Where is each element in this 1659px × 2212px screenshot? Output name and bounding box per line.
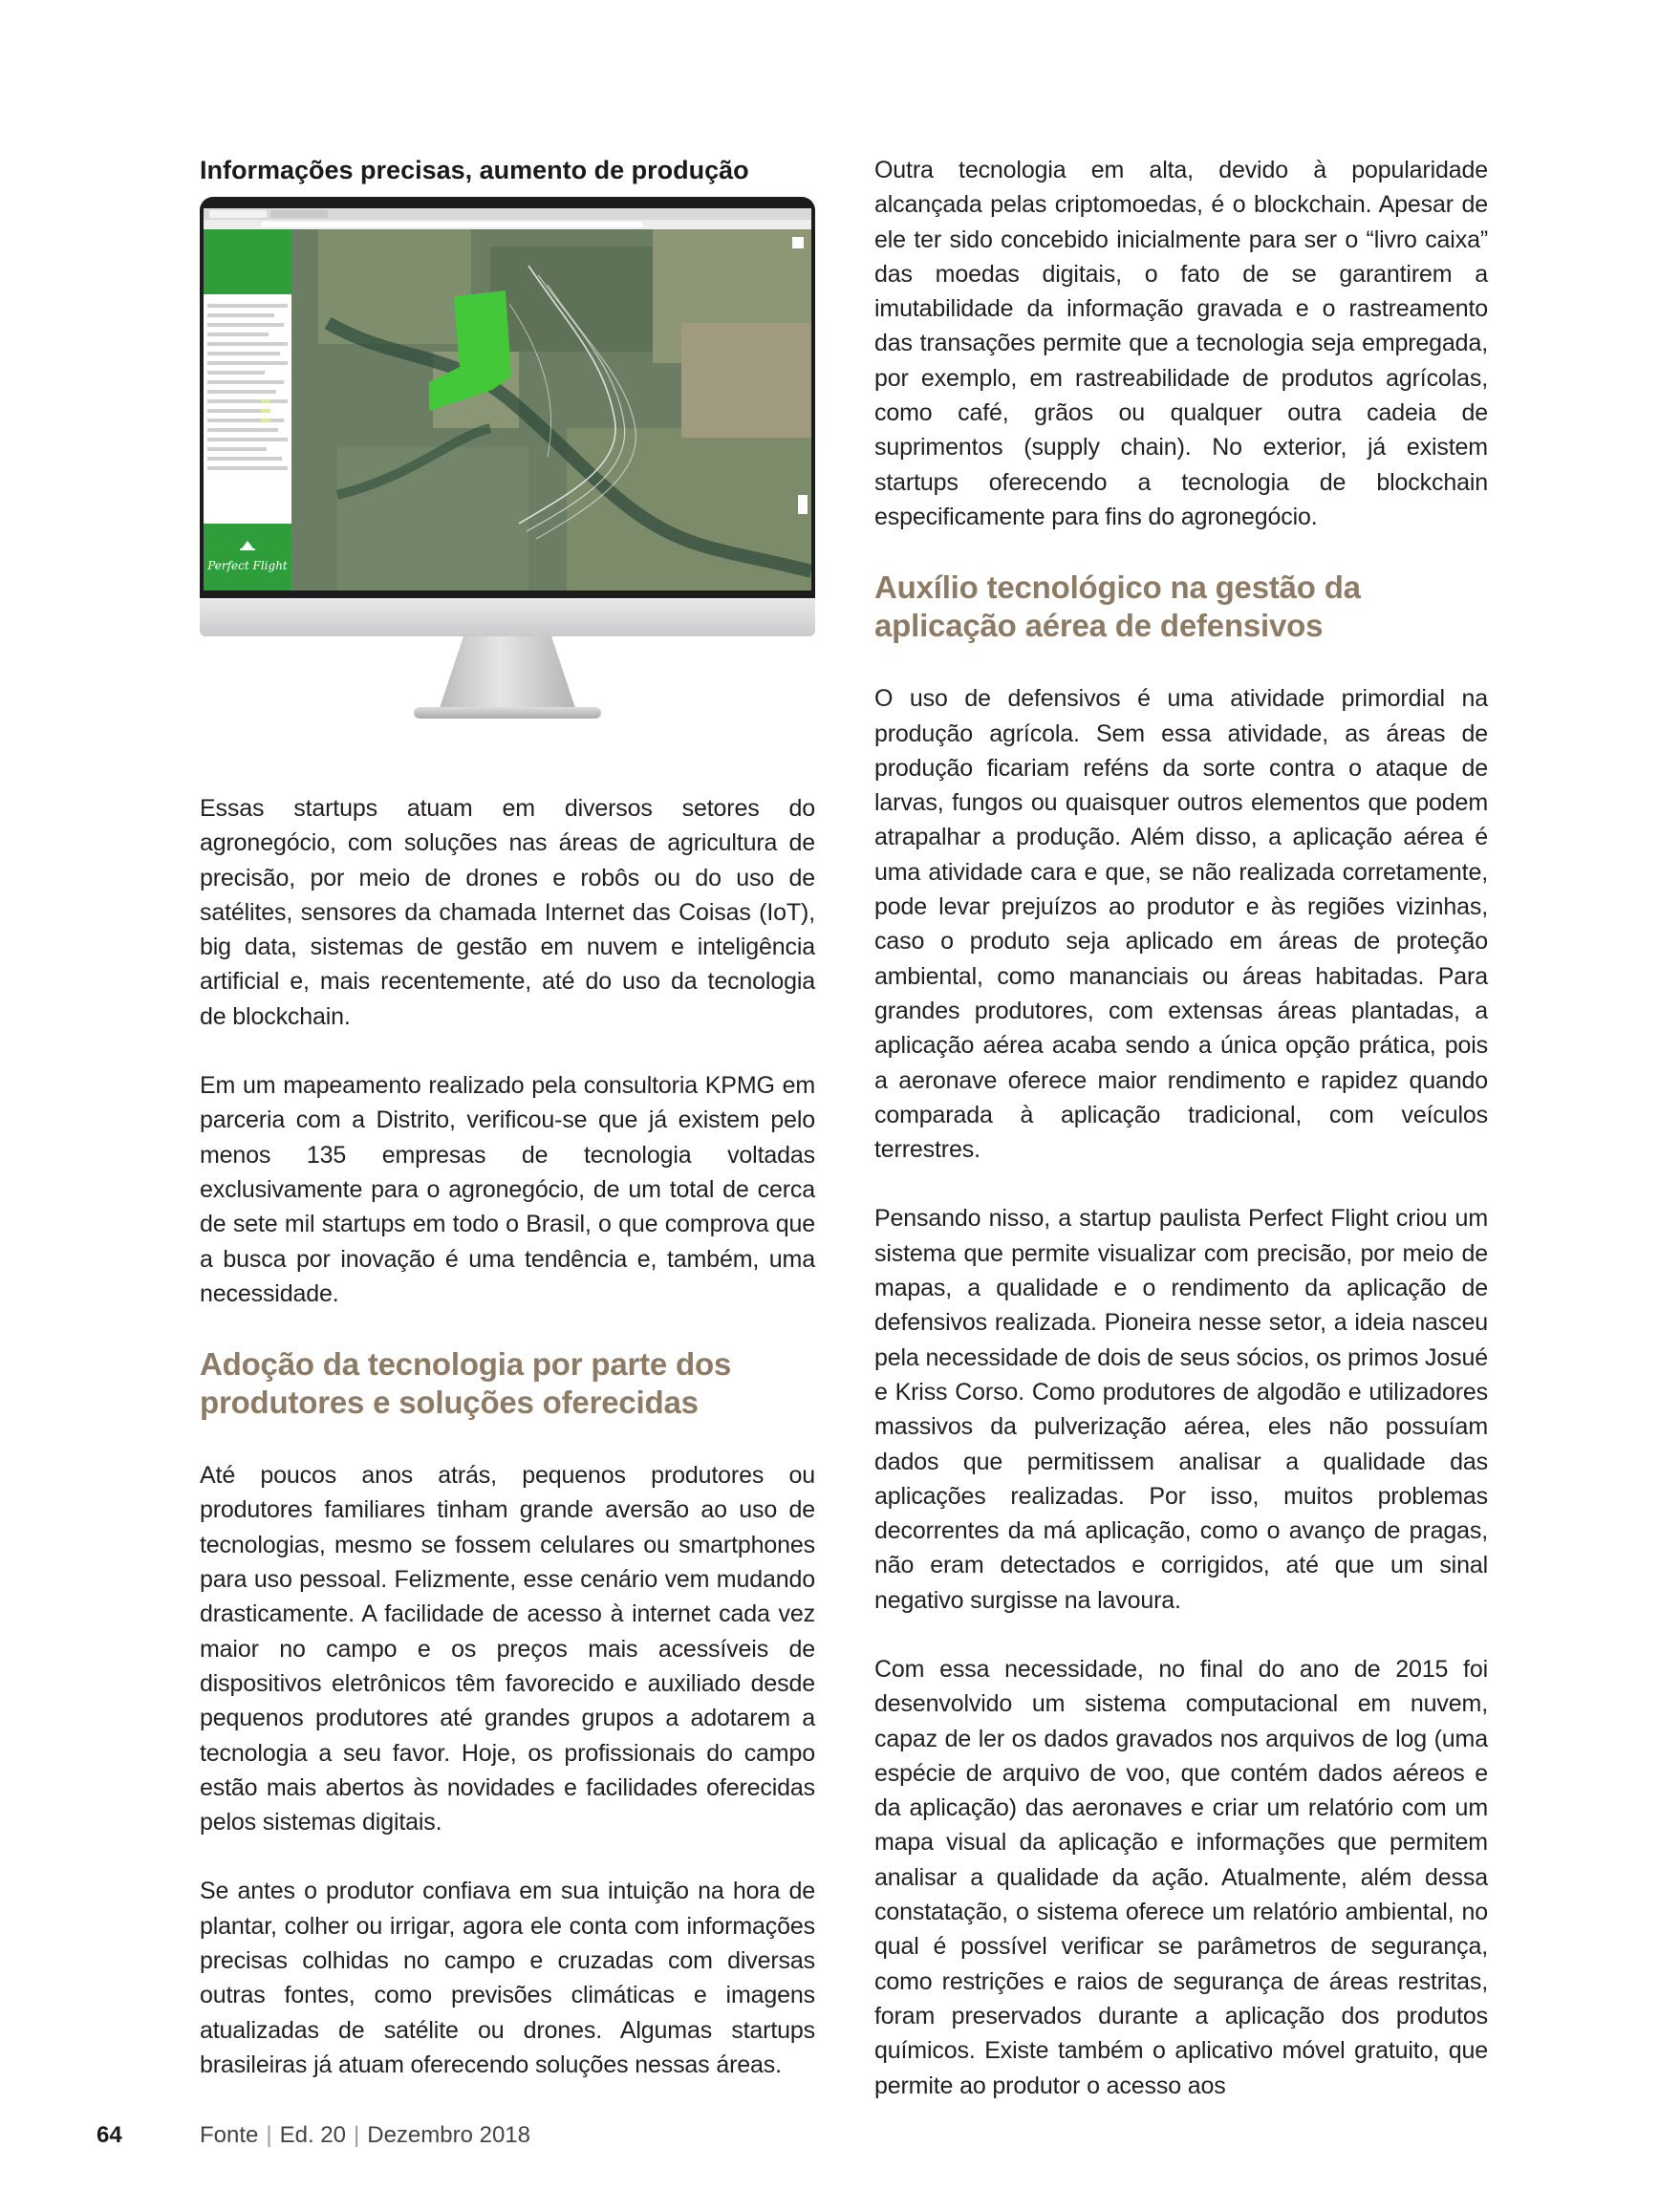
section-heading: Auxílio tecnológico na gestão da aplicação aérea de defensivos [874,569,1361,644]
issue-date: Dezembro 2018 [367,2122,530,2148]
paragraph: Até poucos anos atrás, pequenos produtores ou produtores familiares tinham grande aversão ao uso de tecnologias, mesmo se fossem celulares ou smartphones para uso pessoal. Felizmente, esse cenário vem mudando drasticamente. A facilidade de acesso à internet cada vez maior no campo e os preços mais acessíveis de dispositivos eletrônicos têm favorecido e auxiliado desde pequenos produtores até grandes grupos a adotarem a tecnologia a seu favor. Hoje, os profissionais do campo estão mais abertos às novidades e facilidades oferecidas pelos sistemas digitais. [200,1462,815,1836]
monitor-illustration [200,197,815,732]
monitor-chin [200,598,815,636]
paragraph: Com essa necessidade, no final do ano de 2015 foi desenvolvido um sistema computacional em nuvem, capaz de ler os dados gravados nos arquivos de log (uma espécie de arquivo de voo, que contém dados aéreos e da aplicação) das aeronaves e criar um relatório com um mapa visual da aplicação e informações que permitem analisar a qualidade da ação. Atualmente, além dessa constatação, o sistema oferece um relatório ambiental, no qual é possível verificar se parâmetros de segurança, como restrições e raios de segurança de áreas restritas, foram preservados durante a aplicação dos produtos químicos. Existe também o aplicativo móvel gratuito, que permite ao produtor o acesso aos [874,1655,1488,2099]
brand-logo-text: Perfect Flight [207,559,288,572]
paragraph: O uso de defensivos é uma atividade primordial na produção agrícola. Sem essa atividade, as áreas de produção ficariam reféns da sorte contra o ataque de larvas, fungos ou quaisquer outros elementos que podem atrapalhar a produção. Além disso, a aplicação aérea é uma atividade cara e que, se não realizada corretamente, pode levar prejuízos ao produtor e às regiões vizinhas, caso o produto seja aplicado em áreas de proteção ambiental, como mananciais ou áreas habitadas. Para grandes produtores, com extensas áreas plantadas, a aplicação aérea acaba sendo a única opção prática, pois a aeronave oferece maior rendimento e rapidez quando comparada à aplicação tradicional, com veículos terrestres. [874,685,1488,1164]
paragraph: Em um mapeamento realizado pela consultoria KPMG em parceria com a Distrito, verificou-se que já existem pelo menos 135 empresas de tecnologia voltadas exclusivamente para o agronegócio, de um total de cerca de sete mil startups em todo o Brasil, o que comprova que a busca por inovação é uma tendência e, também, uma necessidade. [200,1072,815,1307]
paragraph: Outra tecnologia em alta, devido à popularidade alcançada pelas criptomoedas, é o blockchain. Apesar de ele ter sido concebido inicialmente para ser o “livro caixa” das moedas digitais, o fato de se garantirem a imutabilidade da informação gravada e o rastreamento das transações permite que a tecnologia seja empregada, por exemplo, em rastreabilidade de produtos agrícolas, como café, grãos ou qualquer outra cadeia de suprimentos (supply chain). No exterior, já existem startups oferecendo a tecnologia de blockchain especificamente para fins do agronegócio. [874,157,1488,530]
separator: | [266,2122,272,2148]
paragraph: Essas startups atuam em diversos setores do agronegócio, com soluções nas áreas de agricultura de precisão, por meio de drones e robôs ou do uso de satélites, sensores da chamada Internet das Coisas (IoT), big data, sistemas de gestão em nuvem e inteligência artificial e, mais recentemente, até do uso da tecnologia de blockchain. [200,795,815,1030]
image-caption: Informações precisas, aumento de produção [200,156,749,184]
paragraph: Pensando nisso, a startup paulista Perfect Flight criou um sistema que permite visualizar com precisão, por meio de mapas, a qualidade e o rendimento da aplicação de defensivos realizada. Pioneira nesse setor, a ideia nasceu pela necessidade de dois de seus sócios, os primos Josué e Kriss Corso. Como produtores de algodão e utilizadores massivos da pulverização aérea, eles não possuíam dados que permitissem analisar a qualidade das aplicações realizadas. Por isso, muitos problemas decorrentes da má aplicação, como o avanço de pragas, não eram detectados e corrigidos, até que um sinal negativo surgisse na lavoura. [874,1205,1488,1614]
page-number: 64 [97,2122,122,2148]
edition: Ed. 20 [279,2122,346,2148]
map-screenshot [204,208,811,591]
right-column [874,153,1488,2137]
section-heading: Adoção da tecnologia por parte dos produtores e soluções oferecidas [200,1346,732,1421]
monitor-screen [204,208,811,591]
separator: | [354,2122,360,2148]
monitor-stand-base [414,707,601,719]
paragraph: Se antes o produtor confiava em sua intuição na hora de plantar, colher ou irrigar, agora ele conta com informações precisas colhidas no campo e cruzadas com diversas outras fontes, como previsões climáticas e imagens atualizadas de satélite ou drones. Algumas startups brasileiras já atuam oferecendo soluções nessas áreas. [200,1878,815,2078]
publication-info [200,2121,530,2150]
publication-name: Fonte [200,2122,259,2148]
left-column [200,153,815,2116]
monitor-stand [439,636,576,711]
